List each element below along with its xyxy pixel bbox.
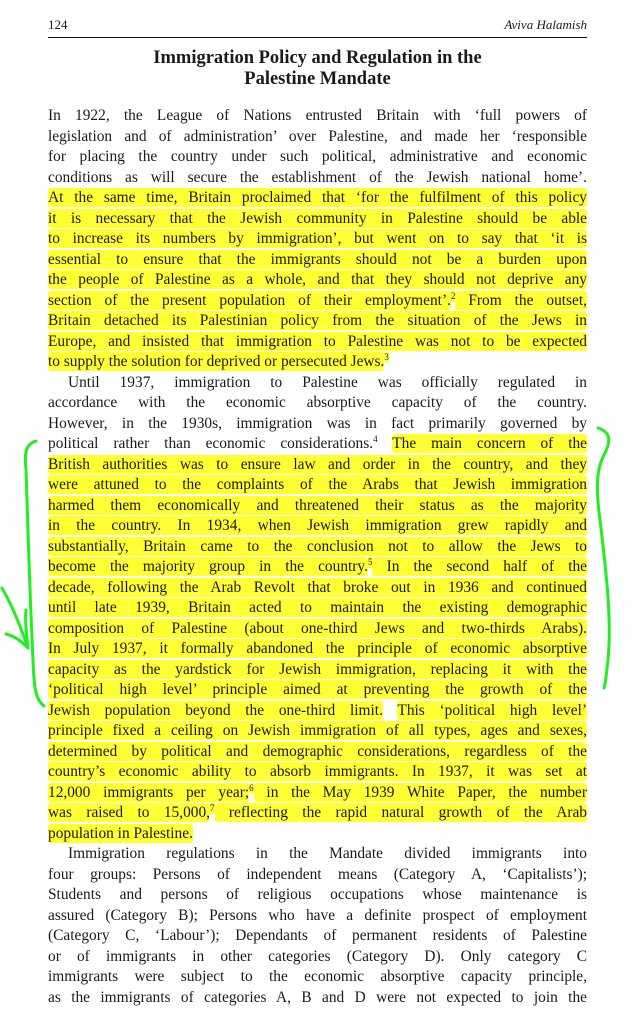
paragraph [48,373,587,845]
text-line [48,824,587,845]
text-segment: or of immigrants in other categories (Category D). Only category C [48,947,587,965]
text-line [48,762,587,783]
text-segment: Students and persons of religious occupations whose maintenance is [48,886,587,903]
text-line [48,844,587,865]
text-line [48,106,587,127]
highlighted-text: substantially, Britain came to the conclusion not to allow the Jews to [48,537,587,555]
right-bracket-mark [597,428,609,688]
highlighted-text: section of the present population of their employment’. [48,291,451,309]
highlighted-text: in the country. In 1934, when Jewish immigration grew rapidly and [48,517,587,534]
text-line [48,373,587,394]
text-line [48,701,587,722]
text-segment: as the immigrants of categories A, B and D were not expected to join the [48,988,587,1006]
section-title-line-1: Immigration Policy and Regulation in the [153,48,482,68]
highlighted-text: British authorities was to ensure law and order in the country, and they [48,455,587,473]
highlighted-text: This ‘political high level’ [397,701,587,719]
text-line [48,270,587,291]
text-line [48,639,587,660]
paragraph [48,844,587,1008]
text-line [48,291,587,312]
highlighted-text: harmed them economically and threatened their status as the majority [48,496,587,514]
highlighted-text: decade, following the Arab Revolt that broke out in 1936 and continued [48,578,587,596]
text-line [48,619,587,640]
text-line [48,250,587,271]
text-line [48,578,587,599]
text-line [48,598,587,619]
highlighted-text: to increase its numbers by immigration’, but went on to say that ‘it is [48,230,587,247]
highlighted-text: 12,000 immigrants per year; [48,783,250,801]
highlighted-text: Europe, and insisted that immigration to Palestine was not to be expected [48,332,587,350]
text-line [48,988,587,1009]
highlighted-text: in the May 1939 White Paper, the number [253,783,587,801]
text-line [48,926,587,947]
text-line [48,414,587,435]
highlighted-text: Britain detached its Palestinian policy from the situation of the Jews in [48,312,587,329]
text-line [48,783,587,804]
text-line [48,721,587,742]
highlighted-text: In the second half of the [372,558,587,575]
text-line [48,537,587,558]
section-title-line-2: Palestine Mandate [244,69,391,89]
text-line [48,332,587,353]
footnote-ref[interactable]: 4 [373,434,378,444]
text-line [48,229,587,250]
text-segment: However, in the 1930s, immigration was in fact primarily governed by [48,414,587,432]
text-line [48,885,587,906]
text-segment: four groups: Persons of independent means (Category A, ‘Capitalists’); [48,865,587,883]
left-bracket-mark [25,441,44,706]
text-line [48,803,587,824]
text-segment: for placing the country under such political, administrative and economic [48,148,587,165]
text-line [48,188,587,209]
text-line [48,967,587,988]
text-segment: conditions as will secure the establishment of the Jewish national home’. [48,168,587,186]
highlighted-text: principle fixed a ceiling on Jewish immigration of all types, ages and sexes, [48,722,587,739]
highlighted-text: to supply the solution for deprived or persecuted Jews. [48,353,385,370]
highlighted-text: Jewish population beyond the one-third limit. [48,701,383,719]
text-line [48,434,587,455]
text-line [48,352,587,373]
running-header-author: Aviva Halamish [504,17,587,32]
text-segment: immigrants were subject to the economic absorptive capacity principle, [48,968,587,985]
highlighted-text: The main concern of the [392,435,587,452]
footnote-ref[interactable]: 7 [210,803,215,813]
highlighted-text: were attuned to the complaints of the Arabs that Jewish immigration [48,476,587,493]
text-segment: legislation and of administration’ over Palestine, and made her ‘responsible [48,127,587,145]
text-line [48,455,587,476]
text-line [48,660,587,681]
highlighted-text: ‘political high level’ principle aimed at preventing the growth of the [48,681,587,698]
highlighted-text: reflecting the rapid natural growth of the Arab [214,804,587,821]
highlighted-text: capacity as the yardstick for Jewish immigration, replacing it with the [48,660,587,678]
text-line [48,496,587,517]
highlighted-text: was raised to 15,000, [48,804,211,821]
text-line [48,680,587,701]
arrow-mark [2,588,28,648]
text-line [48,127,587,148]
footnote-ref[interactable]: 3 [384,352,389,362]
text-line [48,742,587,763]
highlighted-text: composition of Palestine (about one-third Jews and two-thirds Arabs). [48,619,587,637]
footnote-ref[interactable]: 6 [249,782,254,793]
text-segment: assured (Category B); Persons who have a definite prospect of employment [48,906,587,924]
highlighted-text: it is necessary that the Jewish community in Palestine should be able [48,209,587,227]
text-segment: Until 1937, immigration to Palestine was officially regulated in [68,373,587,391]
paragraph [48,106,587,373]
highlighted-text: country’s economic ability to absorb immigrants. In 1937, it was set at [48,763,587,780]
text-line [48,516,587,537]
footnote-ref[interactable]: 5 [367,557,373,567]
text-segment: (Category C, ‘Labour’); Dependants of permanent residents of Palestine [48,927,587,944]
highlighted-text: the people of Palestine as a whole, and that they should not deprive any [48,271,587,288]
text-line [48,475,587,496]
highlighted-text: until late 1939, Britain acted to maintain the existing demographic [48,599,587,616]
highlighted-text: At the same time, Britain proclaimed that ‘for the fulfilment of this policy [48,189,587,206]
text-line [48,147,587,168]
text-line [48,557,587,578]
text-line [48,393,587,414]
text-line [48,311,587,332]
text-line [48,947,587,968]
text-segment: In 1922, the League of Nations entrusted Britain with ‘full powers of [48,107,587,124]
text-line [48,865,587,886]
highlighted-text: become the majority group in the country. [48,558,368,575]
text-segment: accordance with the economic absorptive capacity of the country. [48,394,587,411]
highlighted-text: essential to ensure that the immigrants should not be a burden upon [48,250,587,268]
highlighted-text: From the outset, [455,291,587,309]
body-text [48,106,587,1008]
text-segment [383,702,397,719]
running-header [48,17,587,38]
highlighted-text: determined by political and demographic considerations, regardless of the [48,742,587,760]
page-number: 124 [48,17,68,32]
footnote-ref[interactable]: 2 [450,290,456,301]
text-line [48,906,587,927]
highlighted-text: population in Palestine. [48,824,193,842]
text-segment: Immigration regulations in the Mandate divided immigrants into [68,845,587,862]
section-title [48,48,587,90]
text-segment [378,435,393,452]
text-line [48,209,587,230]
text-line [48,168,587,189]
highlighted-text: In July 1937, it formally abandoned the principle of economic absorptive [48,640,587,657]
text-segment: political rather than economic considerations. [48,435,374,452]
